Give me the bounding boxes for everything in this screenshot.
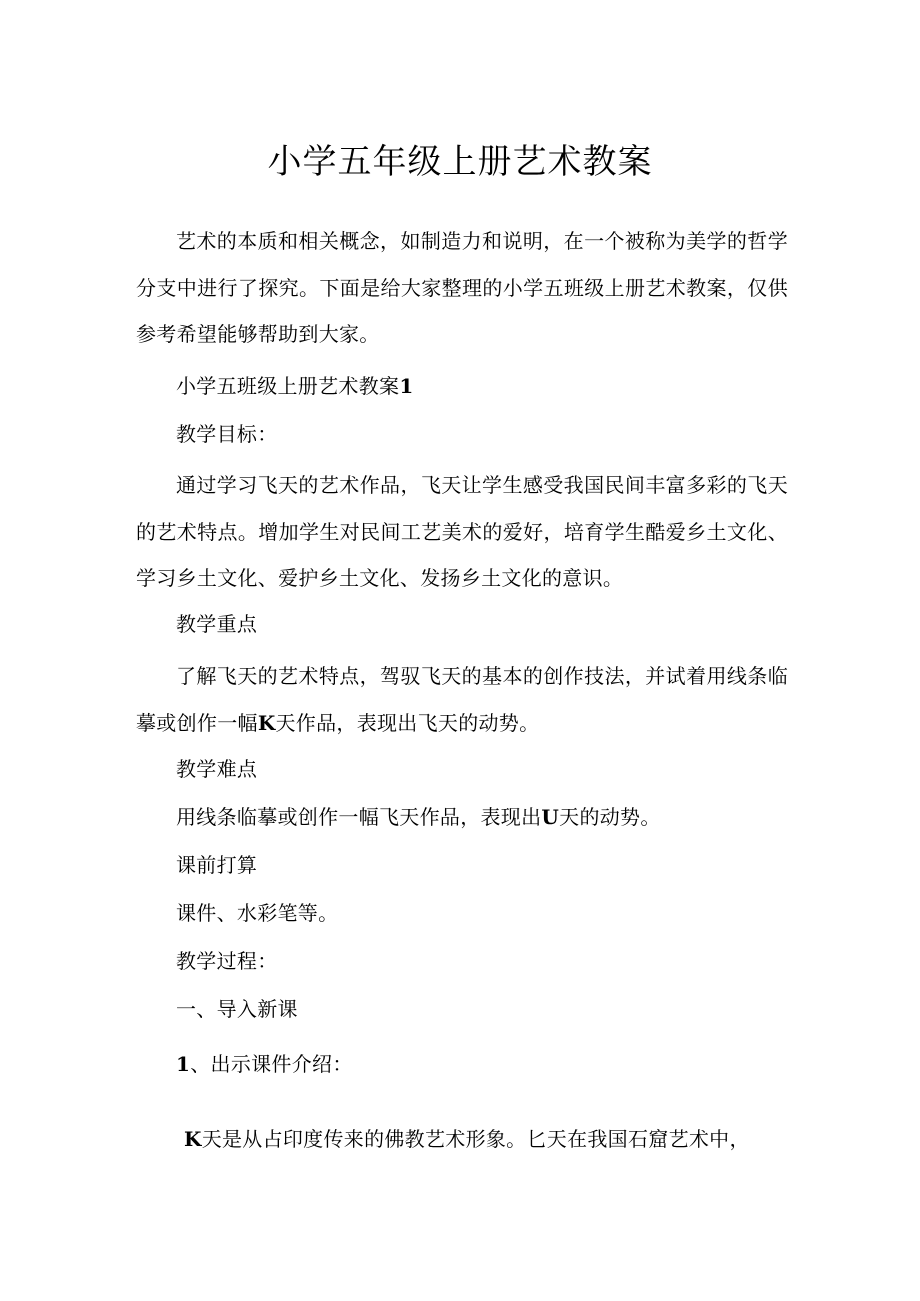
step-one-sub [176, 1050, 353, 1078]
process-label: 教学过程： [176, 949, 278, 973]
key-points-text-a: 了解飞天的艺术特点，驾驭飞天的基本的创作技法，并试着用线条临摹或创作一幅 [136, 664, 788, 735]
section-heading [176, 372, 414, 400]
difficulty-text-a: 用线条临摹或创作一幅飞天作品，表现出 [176, 805, 542, 829]
section-heading-number: 1 [399, 374, 414, 398]
step-one-sub-number: 1 [176, 1052, 191, 1076]
last-line-b: 天是从占印度传来的佛教艺术形象。匕天在我国石窟艺术中， [201, 1127, 750, 1151]
step-one-sub-text: 、出示课件介绍： [190, 1052, 353, 1076]
objectives-label: 教学目标： [176, 422, 278, 446]
difficulty-text-c: 天的动势。 [559, 805, 661, 829]
prep-label: 课前打算 [176, 853, 258, 877]
last-line [184, 1125, 750, 1153]
last-line-a: K [184, 1127, 202, 1151]
step-one: 一、导入新课 [176, 997, 298, 1021]
page-title: 小学五年级上册艺术教案 [267, 142, 653, 182]
key-points-text-c: 天作品，表现出飞天的动势。 [275, 710, 540, 735]
key-points-paragraph [136, 653, 788, 746]
key-points-text-b: K [257, 710, 276, 735]
section-heading-text: 小学五班级上册艺术教案 [176, 374, 400, 398]
intro-paragraph: 艺术的本质和相关概念，如制造力和说明，在一个被称为美学的哲学分支中进行了探究。下面是给大家整理的小学五班级上册艺术教案，仅供参考希望能够帮助到大家。 [136, 229, 788, 346]
difficulty-line [176, 803, 661, 831]
difficulty-text-b: U [541, 805, 560, 829]
difficulty-label: 教学难点 [176, 757, 258, 781]
key-points-label: 教学重点 [176, 612, 258, 636]
objectives-paragraph: 通过学习飞天的艺术作品，飞天让学生感受我国民间丰富多彩的飞天的艺术特点。增加学生对民间工艺美术的爱好，培育学生酷爱乡土文化、学习乡土文化、爱护乡土文化、发扬乡土文化的意识。 [136, 473, 788, 590]
prep-text: 课件、水彩笔等。 [176, 901, 339, 925]
